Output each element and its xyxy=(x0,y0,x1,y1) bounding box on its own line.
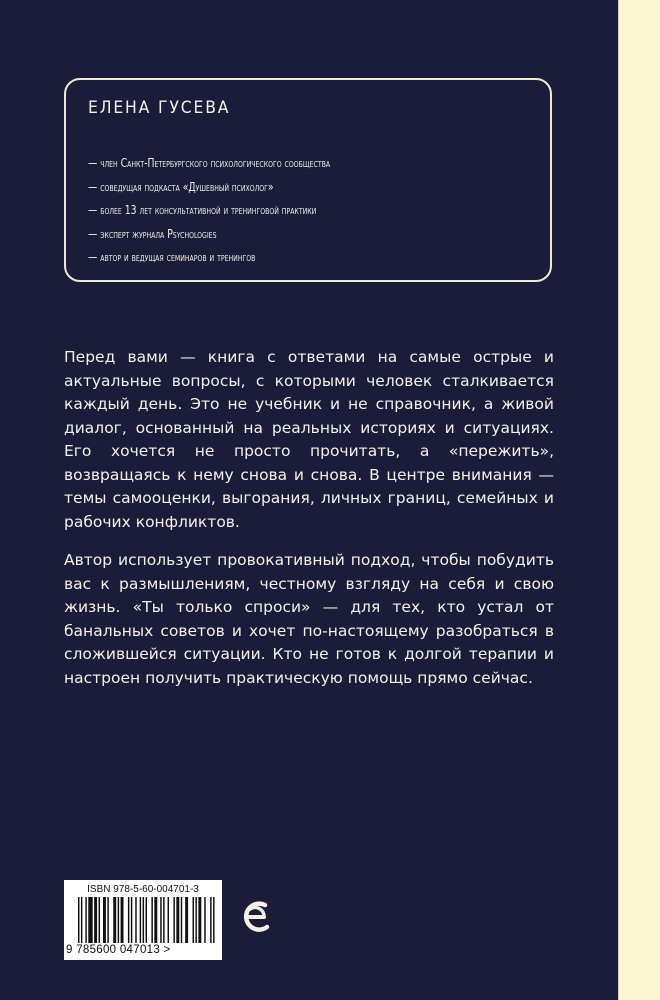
barcode-bars xyxy=(78,897,216,943)
spine-edge xyxy=(618,0,660,1000)
author-name: ЕЛЕНА ГУСЕВА xyxy=(88,98,231,118)
credential-item: — эксперт журнала Psychologies xyxy=(88,226,217,241)
credential-item: — соведущая подкаста «Душевный психолог» xyxy=(88,179,274,194)
description-paragraph-2: Автор использует провокативный подход, чтобы побудить вас к размышлениям, честному взгляду на себя и свою жизнь. «Ты только спроси» — для тех, кто устал от банальных советов и хочет по-настоящему разобраться в сложившейся ситуации. Кто не готов к долгой терапии и настроен получить практическую помощь прямо сейчас. xyxy=(64,551,554,687)
description-paragraph-1: Перед вами — книга с ответами на самые острые и актуальные вопросы, с которыми человек сталкивается каждый день. Это не учебник и не справочник, а живой диалог, основанный на реальных историях и ситуациях. Его хочется не просто прочитать, а «пережить», возвращаясь к нему снова и снова. В центре внимания — темы самооценки, выгорания, личных границ, семейных и рабочих конфликтов. xyxy=(64,348,554,531)
author-info-box xyxy=(64,78,552,282)
ean-digits: 9 785600 047013 > xyxy=(66,944,171,956)
publisher-logo-icon xyxy=(240,897,270,939)
credential-item: — автор и ведущая семинаров и тренингов xyxy=(88,250,256,264)
isbn-label: ISBN 978-5-60-004701-3 xyxy=(87,884,199,895)
credential-item: — более 13 лет консультативной и тренинговой практики xyxy=(88,203,317,217)
author-credentials-list xyxy=(88,152,538,270)
barcode-block xyxy=(64,880,222,960)
credential-item: — член Санкт-Петербургского психологического сообщества xyxy=(88,156,331,170)
